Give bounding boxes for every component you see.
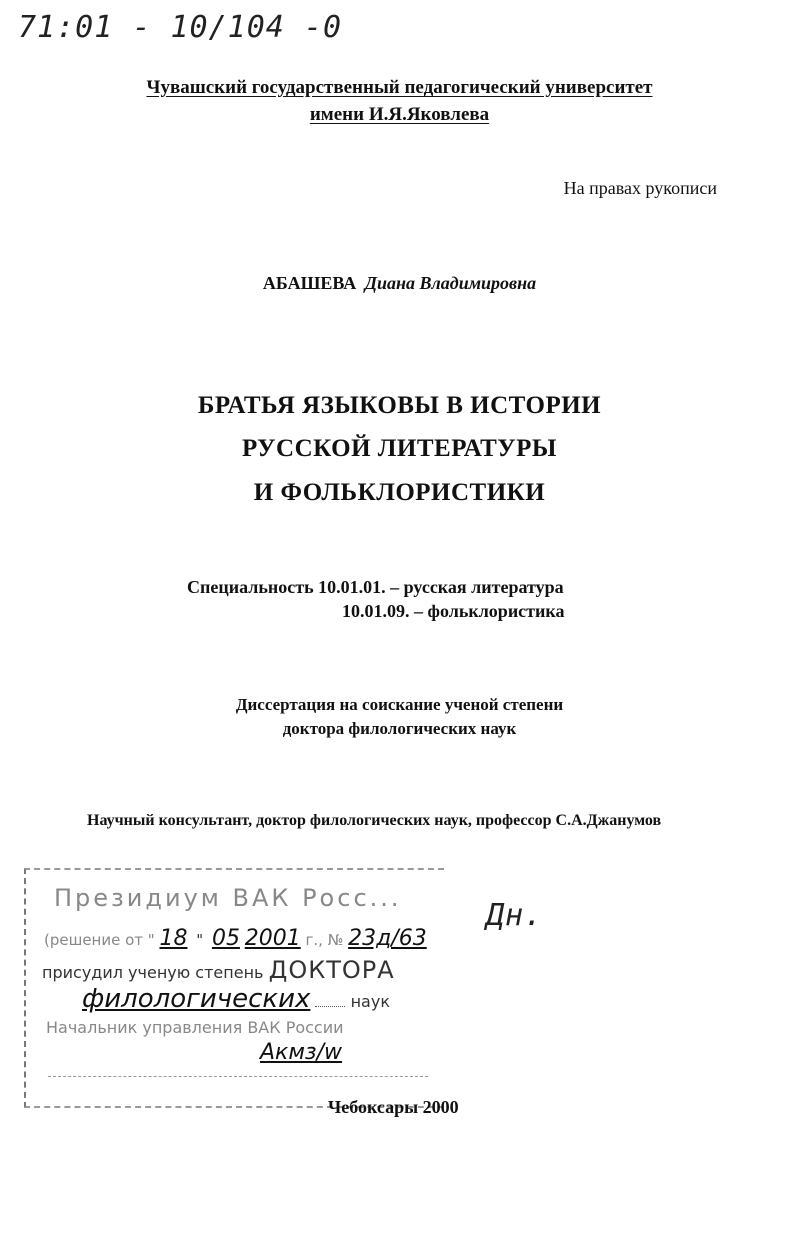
vak-stamp	[24, 868, 444, 1108]
stamp-decision-prefix: (решение от "	[44, 931, 155, 949]
author-surname: АБАШЕВА	[262, 273, 357, 293]
stamp-awarded-prefix: присудил ученую степень	[42, 963, 264, 982]
city-year: Чебоксары 2000	[328, 1097, 459, 1117]
stamp-degree: ДОКТОРА	[268, 956, 395, 984]
stamp-number-prefix: г., №	[305, 931, 344, 949]
degree-line-2: доктора филологических наук	[282, 719, 517, 738]
stamp-field	[82, 984, 390, 1014]
consultant: Научный консультант, доктор филологических наук, профессор С.А.Джанумов	[87, 812, 662, 829]
university-line-1: Чувашский государственный педагогический университет	[146, 77, 653, 98]
stamp-decision: (решение от " 18 " 05 2001 г., № 23д/63	[44, 926, 427, 951]
degree-line-1: Диссертация на соискание ученой степени	[235, 695, 564, 714]
stamp-awarded	[42, 956, 395, 984]
stamp-signature: Акмз/w	[260, 1040, 343, 1065]
stamp-day: 18	[159, 926, 188, 951]
manuscript-note: На правах рукописи	[563, 178, 717, 198]
stamp-number: 23д/63	[348, 926, 427, 951]
title-line-2: РУССКОЙ ЛИТЕРАТУРЫ	[242, 435, 557, 462]
specialty-code-1: 10.01.01. – русская литература	[318, 577, 564, 597]
title-line-1: БРАТЬЯ ЯЗЫКОВЫ В ИСТОРИИ	[197, 392, 602, 419]
stamp-field-suffix: наук	[350, 992, 390, 1011]
stamp-bottom-rule	[48, 1076, 428, 1077]
archive-number: 71:01 - 10/104 -0	[18, 10, 343, 45]
specialty-code-2: 10.01.09. – фольклористика	[342, 601, 565, 621]
title-line-3: И ФОЛЬКЛОРИСТИКИ	[253, 479, 546, 506]
margin-signature: Дн.	[486, 898, 544, 933]
stamp-field-handwritten: филологических	[82, 984, 311, 1014]
specialty-line-1	[187, 577, 564, 598]
author-name: Диана Владимировна	[364, 273, 537, 293]
stamp-month: 05	[211, 926, 240, 951]
author	[0, 273, 799, 294]
university-line-2: имени И.Я.Яковлева	[309, 104, 490, 125]
stamp-year: 2001	[244, 926, 301, 951]
stamp-head: Начальник управления ВАК России	[46, 1018, 344, 1037]
specialty-label: Специальность	[187, 577, 314, 597]
stamp-line-1: Президиум ВАК Росс...	[54, 884, 402, 912]
